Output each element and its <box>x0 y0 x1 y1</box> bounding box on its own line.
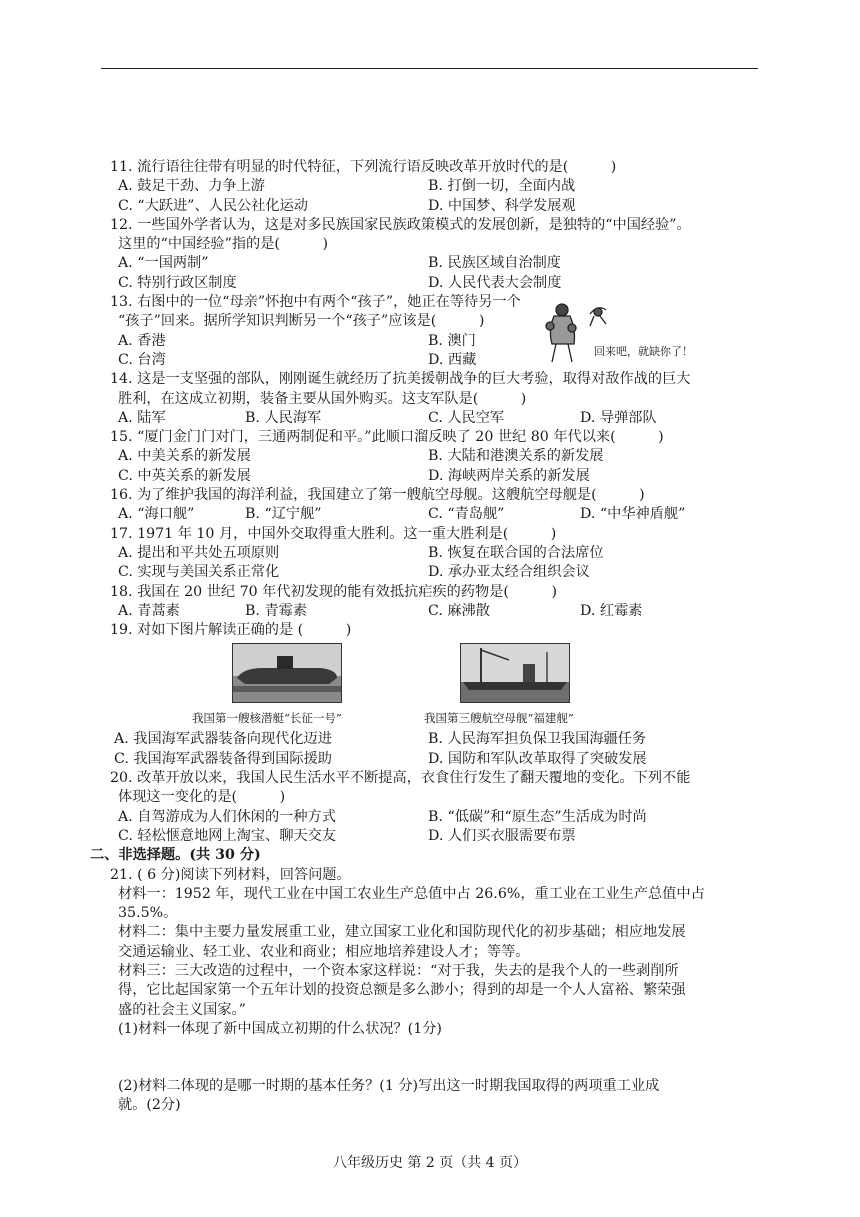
aircraft-carrier-photo <box>460 643 570 703</box>
option-b[interactable]: B. 澳门 <box>428 332 476 349</box>
option-d[interactable]: D. 人民代表大会制度 <box>428 274 562 291</box>
option-c[interactable]: C. 我国海军武器装备得到国际援助 <box>114 750 332 767</box>
question-stem-cont: 体现这一变化的是( ) <box>118 789 286 806</box>
question-stem: 12. 一些国外学者认为，这是对多民族国家民族政策模式的发展创新，是独特的“中国经验”。 <box>110 216 691 233</box>
question-stem-cont: 胜利，在这成立初期，装备主要从国外购买。这支军队是( ) <box>118 390 527 407</box>
question-stem-cont: 这里的“中国经验”指的是( ) <box>118 236 329 253</box>
question-stem: 18. 我国在 20 世纪 70 年代初发现的能有效抵抗疟疾的药物是( ) <box>110 583 557 600</box>
option-c[interactable]: C. “大跃进”、人民公社化运动 <box>118 197 308 214</box>
option-d[interactable]: D. 西藏 <box>428 351 477 368</box>
question-stem-cont: “孩子”回来。据所学知识判断另一个“孩子”应该是( ) <box>118 313 485 330</box>
option-b[interactable]: B. 大陆和港澳关系的新发展 <box>428 448 604 465</box>
question-21 <box>110 866 750 1116</box>
option-a[interactable]: A. 自驾游成为人们休闲的一种方式 <box>118 808 336 825</box>
question-15 <box>110 428 750 486</box>
option-c[interactable]: C. 台湾 <box>118 351 166 368</box>
question-stem: 11. 流行语往往带有明显的时代特征，下列流行语反映改革开放时代的是( ) <box>110 159 617 175</box>
option-d[interactable]: D. 海峡两岸关系的新发展 <box>428 467 590 484</box>
option-d[interactable]: D. 导弹部队 <box>580 409 657 426</box>
option-c[interactable]: C. 中英关系的新发展 <box>118 467 251 484</box>
option-a[interactable]: A. 中美关系的新发展 <box>118 448 251 465</box>
material-3-cont2: 盛的社会主义国家。” <box>118 1001 246 1018</box>
question-20 <box>110 769 750 846</box>
question-stem: 19. 对如下图片解读正确的是 ( ) <box>110 622 352 639</box>
option-a[interactable]: A. 香港 <box>118 332 166 349</box>
material-2-cont: 交通运输业、轻工业、农业和商业；相应地培养建设人才；等等。 <box>118 943 530 960</box>
question-stem: 15. “厦门金门门对门，三通两制促和平。”此顺口溜反映了 20 世纪 80 年代以来( ) <box>110 429 664 446</box>
page-footer: 八年级历史 第 2 页（共 4 页） <box>332 1155 528 1171</box>
question-17 <box>110 525 750 583</box>
option-b[interactable]: B. 恢复在联合国的合法席位 <box>428 544 604 561</box>
option-c[interactable]: C. “青岛舰” <box>428 506 505 523</box>
sub-question-2: (2)材料二体现的是哪一时期的基本任务？(1 分)写出这一时期我国取得的两项重工业成 <box>118 1078 660 1095</box>
option-b[interactable]: B. 民族区域自治制度 <box>428 255 561 272</box>
question-stem: 17. 1971 年 10 月，中国外交取得重大胜利。这一重大胜利是( ) <box>110 525 557 542</box>
question-stem: 14. 这是一支坚强的部队，刚刚诞生就经历了抗美援朝战争的巨大考验，取得对敌作战的巨大 <box>110 371 691 388</box>
option-c[interactable]: C. 实现与美国关系正常化 <box>118 564 280 581</box>
option-b[interactable]: B. 人民海军 <box>245 409 322 426</box>
question-18 <box>110 583 750 622</box>
figure-row <box>110 640 750 730</box>
figure-caption-1: 我国第一艘核潜艇“长征一号” <box>192 711 342 726</box>
question-19 <box>110 621 750 769</box>
option-b[interactable]: B. 青霉素 <box>245 602 308 619</box>
option-a[interactable]: A. 提出和平共处五项原则 <box>118 544 280 561</box>
option-c[interactable]: C. 人民空军 <box>428 409 505 426</box>
answer-space[interactable] <box>110 1039 750 1077</box>
material-1: 材料一：1952 年，现代工业在中国工农业生产总值中占 26.6%，重工业在工业生产总值中占 <box>118 885 705 902</box>
option-a[interactable]: A. “一国两制” <box>118 255 209 272</box>
cartoon-caption: 回来吧，就缺你了！ <box>594 345 693 358</box>
option-c[interactable]: C. 特别行政区制度 <box>118 274 237 291</box>
material-2: 材料二：集中主要力量发展重工业，建立国家工业化和国防现代化的初步基础；相应地发展 <box>118 924 686 941</box>
option-a[interactable]: A. 我国海军武器装备向现代化迈进 <box>114 731 332 748</box>
question-16 <box>110 486 750 525</box>
option-c[interactable]: C. 麻沸散 <box>428 602 490 619</box>
option-d[interactable]: D. 承办亚太经合组织会议 <box>428 564 590 581</box>
sub-question-1: (1)材料一体现了新中国成立初期的什么状况？(1分) <box>118 1020 442 1037</box>
question-stem: 20. 改革开放以来，我国人民生活水平不断提高，衣食住行发生了翻天覆地的变化。下列不能 <box>110 770 691 787</box>
question-12 <box>110 216 750 293</box>
option-d[interactable]: D. 国防和军队改革取得了突破发展 <box>428 750 647 767</box>
option-a[interactable]: A. 青蒿素 <box>118 602 180 619</box>
material-1-cont: 35.5%。 <box>118 905 178 922</box>
option-a[interactable]: A. 鼓足干劲、力争上游 <box>118 178 265 195</box>
figure-caption-2: 我国第三艘航空母舰“福建舰” <box>424 711 574 726</box>
material-3: 材料三：三大改造的过程中，一个资本家这样说：“对于我，失去的是我个人的一些剥削所 <box>118 962 679 979</box>
option-a[interactable]: A. 陆军 <box>118 409 166 426</box>
option-d[interactable]: D. “中华神盾舰” <box>580 506 686 523</box>
option-c[interactable]: C. 轻松惬意地网上淘宝、聊天交友 <box>118 827 336 844</box>
question-11 <box>110 158 750 216</box>
sub-question-2-cont: 就。(2分) <box>118 1097 181 1114</box>
option-a[interactable]: A. “海口舰” <box>118 506 195 523</box>
section-heading: 二、非选择题。(共 30 分) <box>90 847 261 864</box>
option-b[interactable]: B. 打倒一切，全面内战 <box>428 178 576 195</box>
header-rule <box>101 68 758 69</box>
material-3-cont: 得，它比起国家第一个五年计划的投资总额是多么渺小；得到的却是一个人人富裕、繁荣强 <box>118 982 686 999</box>
option-d[interactable]: D. 红霉素 <box>580 602 643 619</box>
option-b[interactable]: B. “低碳”和“原生态”生活成为时尚 <box>428 808 647 825</box>
question-stem: 21. ( 6 分)阅读下列材料，回答问题。 <box>110 866 351 883</box>
option-b[interactable]: B. 人民海军担负保卫我国海疆任务 <box>428 731 647 748</box>
submarine-photo <box>232 643 342 703</box>
option-d[interactable]: D. 中国梦、科学发展观 <box>428 197 576 214</box>
question-stem: 16. 为了维护我国的海洋利益，我国建立了第一艘航空母舰。这艘航空母舰是( ) <box>110 487 645 504</box>
question-stem: 13. 右图中的一位“母亲”怀抱中有两个“孩子”，她正在等待另一个 <box>110 294 521 311</box>
option-d[interactable]: D. 人们买衣服需要布票 <box>428 827 576 844</box>
question-14 <box>110 370 750 428</box>
option-b[interactable]: B. “辽宁舰” <box>245 506 322 523</box>
